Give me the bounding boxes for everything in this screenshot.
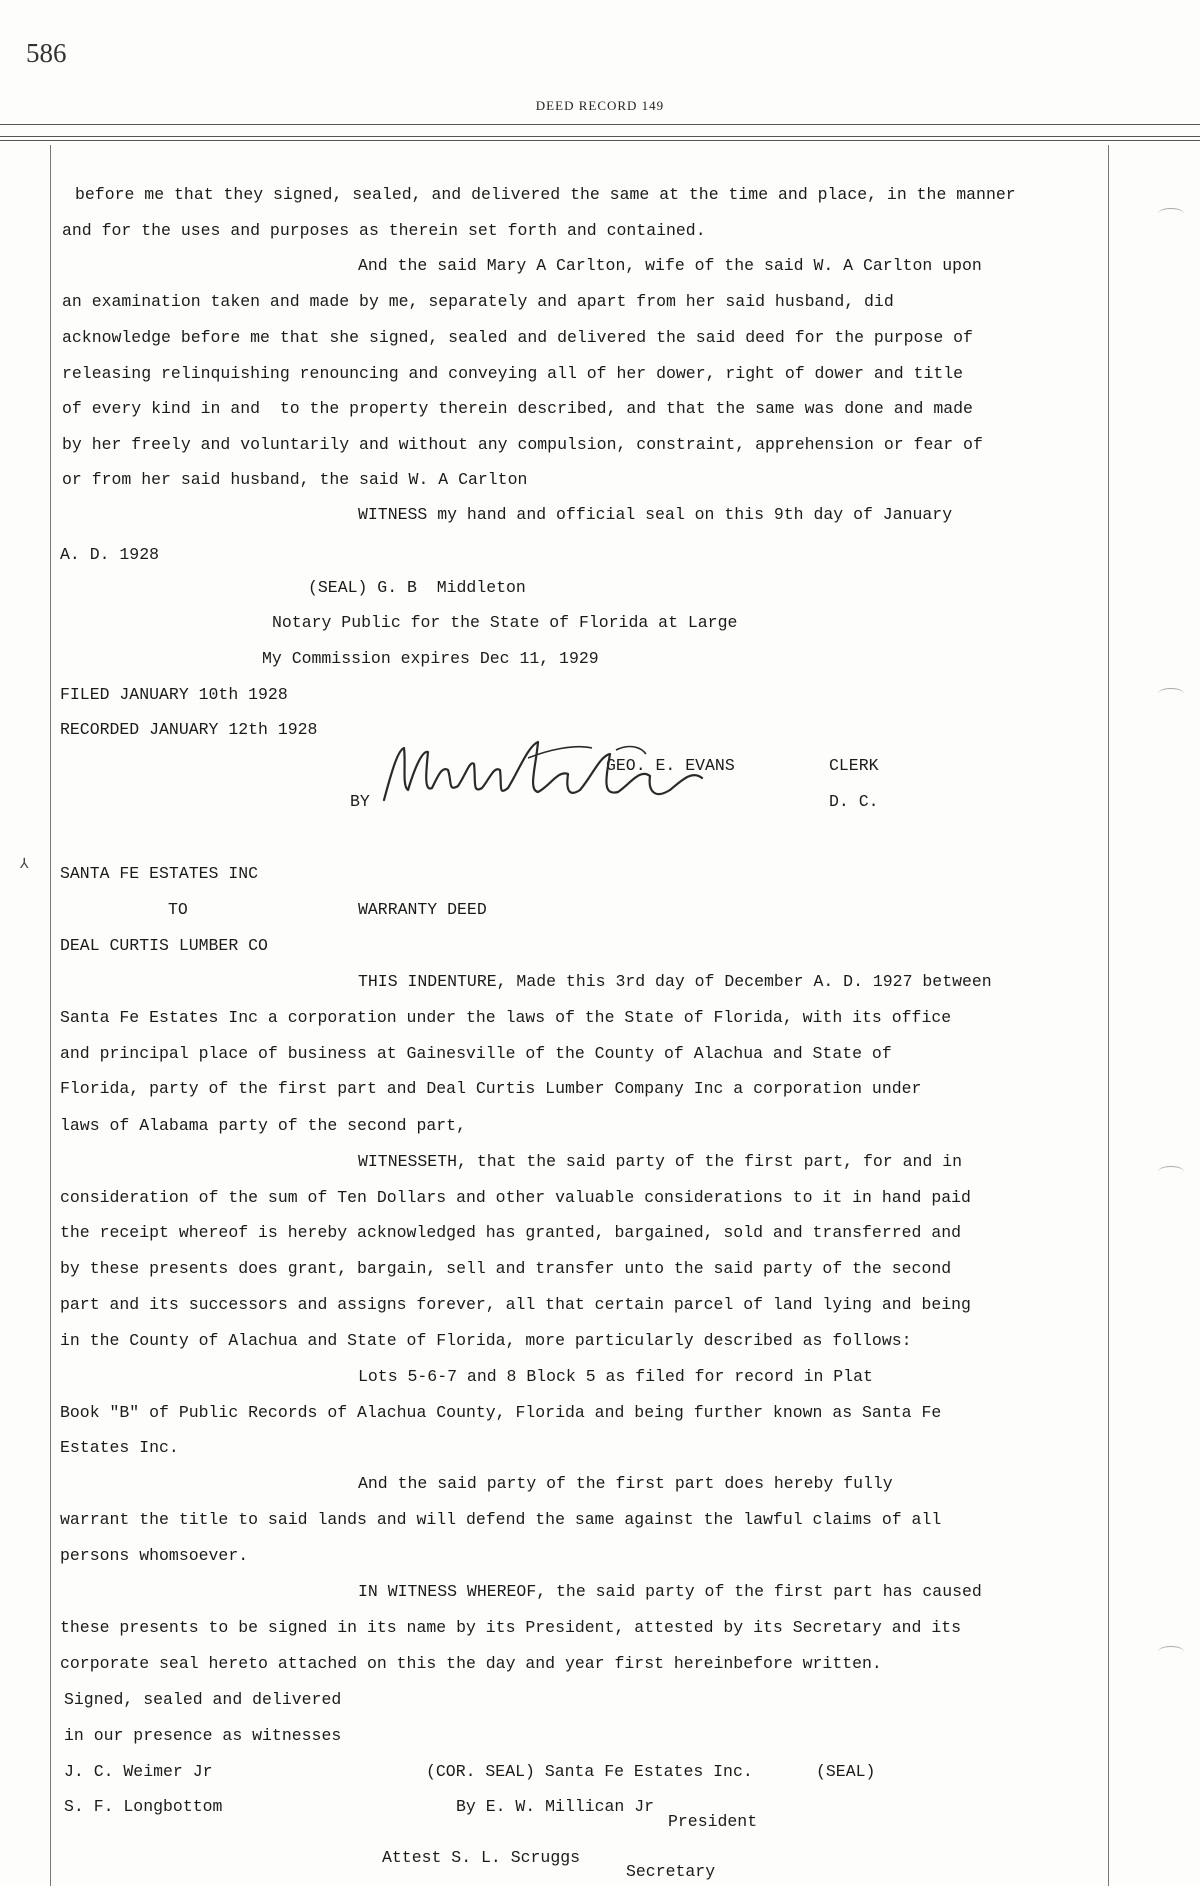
- deed-body-line: THIS INDENTURE, Made this 3rd day of December A. D. 1927 between: [358, 972, 992, 991]
- recorded-line: RECORDED JANUARY 12th 1928: [60, 720, 318, 739]
- seal-mark: (SEAL): [816, 1762, 876, 1781]
- attest-line: Attest S. L. Scruggs: [382, 1848, 581, 1867]
- deed-body-line: in the County of Alachua and State of Florida, more particularly described as follows:: [60, 1331, 912, 1350]
- right-margin-rule: [1108, 145, 1109, 1886]
- deputy-clerk-label: D. C.: [829, 792, 879, 811]
- notary-line: by her freely and voluntarily and without any compulsion, constraint, apprehension or fear of: [62, 435, 983, 454]
- by-label: BY: [350, 792, 370, 811]
- left-margin-rule: [50, 145, 51, 1886]
- corporate-seal-line: (COR. SEAL) Santa Fe Estates Inc.: [426, 1762, 753, 1781]
- to-line: TO: [168, 900, 188, 919]
- witness-2: S. F. Longbottom: [64, 1797, 223, 1816]
- header-rule: [0, 124, 1200, 125]
- notary-commission-line: My Commission expires Dec 11, 1929: [262, 649, 599, 668]
- notary-seal-line: (SEAL) G. B Middleton: [308, 578, 526, 597]
- notary-line: an examination taken and made by me, separately and apart from her said husband, did: [62, 292, 894, 311]
- deed-body-line: WITNESSETH, that the said party of the first part, for and in: [358, 1152, 962, 1171]
- grantee-line: DEAL CURTIS LUMBER CO: [60, 936, 268, 955]
- deed-type: WARRANTY DEED: [358, 900, 487, 919]
- deed-body-line: Estates Inc.: [60, 1438, 179, 1457]
- presence-line: in our presence as witnesses: [64, 1726, 342, 1745]
- clerk-name: GEO. E. EVANS: [606, 756, 735, 775]
- deed-body-line: persons whomsoever.: [60, 1546, 249, 1565]
- margin-mark: [1158, 208, 1184, 219]
- margin-mark: [1158, 1166, 1184, 1177]
- deed-body-line: IN WITNESS WHEREOF, the said party of the first part has caused: [358, 1582, 982, 1601]
- notary-line: releasing relinquishing renouncing and conveying all of her dower, right of dower and title: [62, 364, 964, 383]
- deed-body-line: And the said party of the first part does hereby fully: [358, 1474, 893, 1493]
- deed-body-line: warrant the title to said lands and will defend the same against the lawful claims of all: [60, 1510, 942, 1529]
- notary-line: A. D. 1928: [60, 545, 160, 564]
- deed-body-line: by these presents does grant, bargain, sell and transfer unto the said party of the second: [60, 1259, 952, 1278]
- deed-body-line: the receipt whereof is hereby acknowledged has granted, bargained, sold and transferred and: [60, 1223, 962, 1242]
- margin-mark: [1158, 688, 1184, 699]
- deed-body-line: these presents to be signed in its name by its President, attested by its Secretary and its: [60, 1618, 962, 1637]
- deed-body-line: laws of Alabama party of the second part,: [60, 1116, 466, 1135]
- notary-line: acknowledge before me that she signed, sealed and delivered the said deed for the purpose of: [62, 328, 973, 347]
- margin-mark: [1158, 1646, 1184, 1657]
- notary-line: WITNESS my hand and official seal on this 9th day of January: [358, 505, 953, 524]
- president-signature-line: By E. W. Millican Jr: [456, 1797, 655, 1816]
- notary-line: of every kind in and to the property therein described, and that the same was done and made: [62, 399, 973, 418]
- witness-1: J. C. Weimer Jr: [64, 1762, 213, 1781]
- deed-body-line: Lots 5-6-7 and 8 Block 5 as filed for record in Plat: [358, 1367, 873, 1386]
- deed-body-line: Book "B" of Public Records of Alachua County, Florida and being further known as Santa Fe: [60, 1403, 942, 1422]
- record-title: DEED RECORD 149: [535, 98, 665, 113]
- deed-body-line: consideration of the sum of Ten Dollars and other valuable considerations to it in hand paid: [60, 1188, 971, 1207]
- deed-body-line: and principal place of business at Gainesville of the County of Alachua and State of: [60, 1044, 892, 1063]
- secretary-title: Secretary: [626, 1862, 716, 1881]
- notary-line: before me that they signed, sealed, and delivered the same at the time and place, in the manner: [75, 185, 1016, 204]
- header-rule-double-1: [0, 136, 1200, 137]
- deed-body-line: corporate seal hereto attached on this the day and year first hereinbefore written.: [60, 1654, 882, 1673]
- notary-title-line: Notary Public for the State of Florida at Large: [272, 613, 738, 632]
- clerk-title: CLERK: [829, 756, 879, 775]
- grantor-line: SANTA FE ESTATES INC: [60, 864, 259, 883]
- deed-body-line: Florida, party of the first part and Deal Curtis Lumber Company Inc a corporation under: [60, 1079, 922, 1098]
- deputy-clerk-signature: [378, 730, 708, 820]
- page-number: 586: [26, 38, 67, 68]
- notary-line: And the said Mary A Carlton, wife of the said W. A Carlton upon: [358, 256, 982, 275]
- filed-line: FILED JANUARY 10th 1928: [60, 685, 288, 704]
- notary-line: or from her said husband, the said W. A Carlton: [62, 470, 528, 489]
- margin-tick-icon: ⅄: [20, 857, 29, 873]
- notary-line: and for the uses and purposes as therein set forth and contained.: [62, 221, 706, 240]
- signed-sealed-line: Signed, sealed and delivered: [64, 1690, 342, 1709]
- deed-body-line: part and its successors and assigns forever, all that certain parcel of land lying and being: [60, 1295, 971, 1314]
- president-title: President: [668, 1812, 758, 1831]
- header-rule-double-2: [0, 140, 1200, 141]
- deed-body-line: Santa Fe Estates Inc a corporation under the laws of the State of Florida, with its office: [60, 1008, 952, 1027]
